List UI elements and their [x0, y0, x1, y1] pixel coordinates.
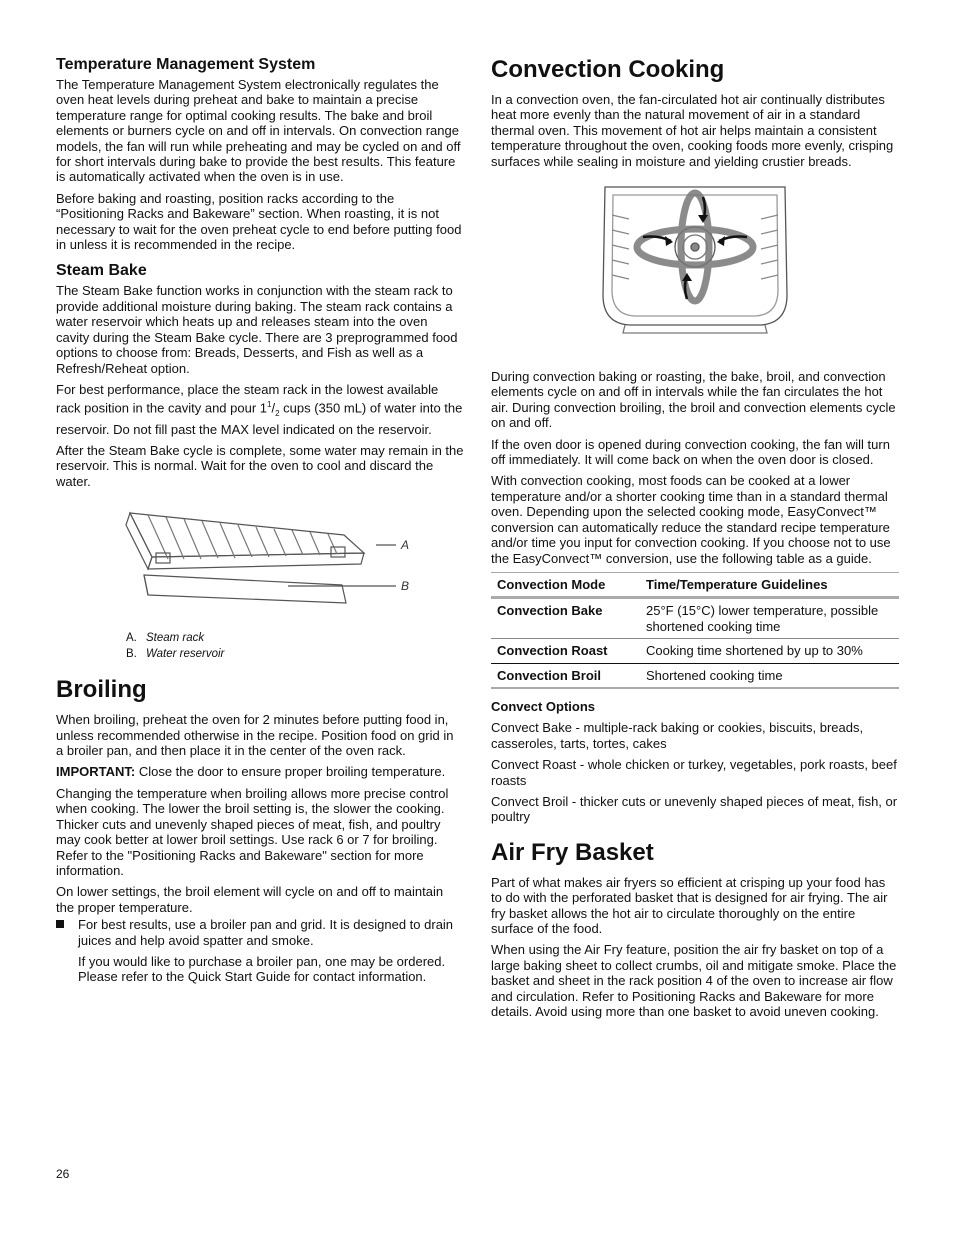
- broiling-heading: Broiling: [56, 676, 147, 704]
- steam-bake-paragraph-1: The Steam Bake function works in conjunction with the steam rack to provide additional moisture during baking. The steam rack contains a water reservoir which heats up and releases steam into the oven cavity during the Steam Bake cycle. There are 3 preprogrammed food options to choose from: Breads, Desserts, and Fish as well as a Refresh/Reheat option.: [56, 283, 458, 376]
- broiling-important: IMPORTANT: Close the door to ensure proper broiling temperature.: [56, 764, 446, 780]
- table-row: [491, 663, 899, 688]
- convection-paragraph-2: During convection baking or roasting, the bake, broil, and convection elements cycle on and off in intervals while the fan circulates the hot air. During convection broiling, the broil and convection elements cycle on and off.: [491, 369, 896, 431]
- convection-oven-illustration: [491, 175, 899, 355]
- convect-roast-text: Convect Roast - whole chicken or turkey, vegetables, pork roasts, beef roasts: [491, 757, 897, 788]
- air-fry-paragraph-2: When using the Air Fry feature, position the air fry basket on top of a large baking sheet to collect crumbs, oil and mitigate smoke. Place the basket and sheet in the rack position 4 of the oven to increase air flow and circulation. Refer to Positioning Racks and Bakeware for more details. Avoid using more than one basket to avoid uneven cooking.: [491, 942, 897, 1020]
- broiling-bullet-follow: If you would like to purchase a broiler pan, one may be ordered. Please refer to the Quick Start Guide for contact information.: [78, 953, 446, 985]
- steam-rack-illustration: [56, 495, 464, 630]
- convect-options-heading: Convect Options: [491, 698, 596, 714]
- air-fry-heading: Air Fry Basket: [491, 838, 654, 866]
- convection-heading: Convection Cooking: [491, 56, 725, 83]
- convection-paragraph-4: With convection cooking, most foods can be cooked at a lower temperature and/or a shorter cooking time than in a standard thermal oven. Depending upon the selected cooking mode, EasyConvect™ conversion can automatically reduce the standard recipe temperature and/or time you input for convection cooking. If you choose not to use the EasyConvect™ conversion, use the following table as a guide.: [491, 473, 891, 566]
- convection-paragraph-3: If the oven door is opened during convection cooking, the fan will turn off immediately. It will come back on when the oven door is closed.: [491, 436, 890, 468]
- broiling-paragraph-1: When broiling, preheat the oven for 2 minutes before putting food in, unless recommended otherwise in the recipe. Position food on grid in a broiler pan, and then place it in the center of the oven rack.: [56, 712, 454, 759]
- broiling-bullet: For best results, use a broiler pan and grid. It is designed to drain juices and help avoid spatter and smoke.: [56, 917, 464, 948]
- table-row: [491, 598, 899, 639]
- tms-paragraph-1: The Temperature Management System electronically regulates the oven heat levels during preheat and bake to maintain a precise temperature range for optimal cooking results. The bake and broil elements or burners cycle on and off in intervals. On convection range models, the fan will run while preheating and may be cycled on and off for short intervals during bake to provide the best results. This feature is automatically activated when the oven is in use.: [56, 77, 461, 185]
- tms-paragraph-2: Before baking and roasting, position racks according to the “Positioning Racks and Bakeware” section. When roasting, it is not necessary to wait for the oven preheat cycle to end before putting food in unless it is recommended in the recipe.: [56, 190, 462, 253]
- air-fry-paragraph-1: Part of what makes air fryers so efficient at crisping up your food has to do with the perforated basket that is designed for air frying. The air fry basket allows the hot air to circulate thoroughly on the entire surface of the food.: [491, 874, 888, 936]
- figure-label-b: B: [401, 579, 410, 594]
- steam-bake-paragraph-2: For best performance, place the steam rack in the lowest available rack position in the cavity and pour $1^1/_2$ cups (350 mL) of water into the reservoir. Do not fill past the MAX level indicated on the reservoir.: [56, 381, 463, 437]
- page-number: 26: [56, 1167, 70, 1181]
- convect-broil-text: Convect Broil - thicker cuts or unevenly shaped pieces of meat, fish, or poultry: [491, 793, 898, 825]
- table-header-mode: Convection Mode: [491, 572, 640, 597]
- figure-label-a: A: [401, 538, 410, 553]
- table-row: [491, 639, 899, 663]
- broiling-paragraph-4: On lower settings, the broil element will cycle on and off to maintain the proper temperature.: [56, 884, 444, 915]
- caption-a: A. Steam rack: [126, 632, 205, 645]
- tms-heading: Temperature Management System: [56, 56, 316, 73]
- bullet-square-icon: [56, 920, 64, 928]
- table-cell-mode: Convection Broil: [491, 663, 640, 688]
- steam-bake-heading: Steam Bake: [56, 262, 147, 280]
- table-cell-guide: Cooking time shortened by up to 30%: [640, 639, 899, 663]
- convection-paragraph-1: In a convection oven, the fan-circulated hot air continually distributes heat more evenly than the natural movement of air in a standard thermal oven. This movement of hot air helps maintain a consistent temperature throughout the oven, cooking foods more evenly, crisping surfaces while sealing in moisture and yielding crustier breads.: [491, 92, 894, 169]
- table-cell-guide: 25°F (15°C) lower temperature, possible shortened cooking time: [640, 598, 899, 639]
- table-cell-mode: Convection Bake: [491, 598, 640, 639]
- left-column: [56, 56, 464, 991]
- steam-bake-paragraph-3: After the Steam Bake cycle is complete, some water may remain in the reservoir. This is normal. Wait for the oven to cool and discard the water.: [56, 443, 464, 489]
- right-column: [491, 56, 899, 1025]
- caption-b: B. Water reservoir: [126, 648, 225, 661]
- table-cell-mode: Convection Roast: [491, 639, 640, 663]
- convection-table: [491, 572, 899, 689]
- table-header-guidelines: Time/Temperature Guidelines: [640, 572, 899, 597]
- broiling-paragraph-3: Changing the temperature when broiling allows more precise control when cooking. The lower the broil setting is, the slower the cooking. Thicker cuts and unevenly shaped pieces of meat, fish, and poultry may cook better at lower broil settings. Use rack 6 or 7 for broiling. Refer to the "Positioning Racks and Bakeware" section for more information.: [56, 785, 449, 878]
- table-cell-guide: Shortened cooking time: [640, 663, 899, 688]
- convect-bake-text: Convect Bake - multiple-rack baking or cookies, biscuits, breads, casseroles, tarts, tortes, cakes: [491, 720, 864, 751]
